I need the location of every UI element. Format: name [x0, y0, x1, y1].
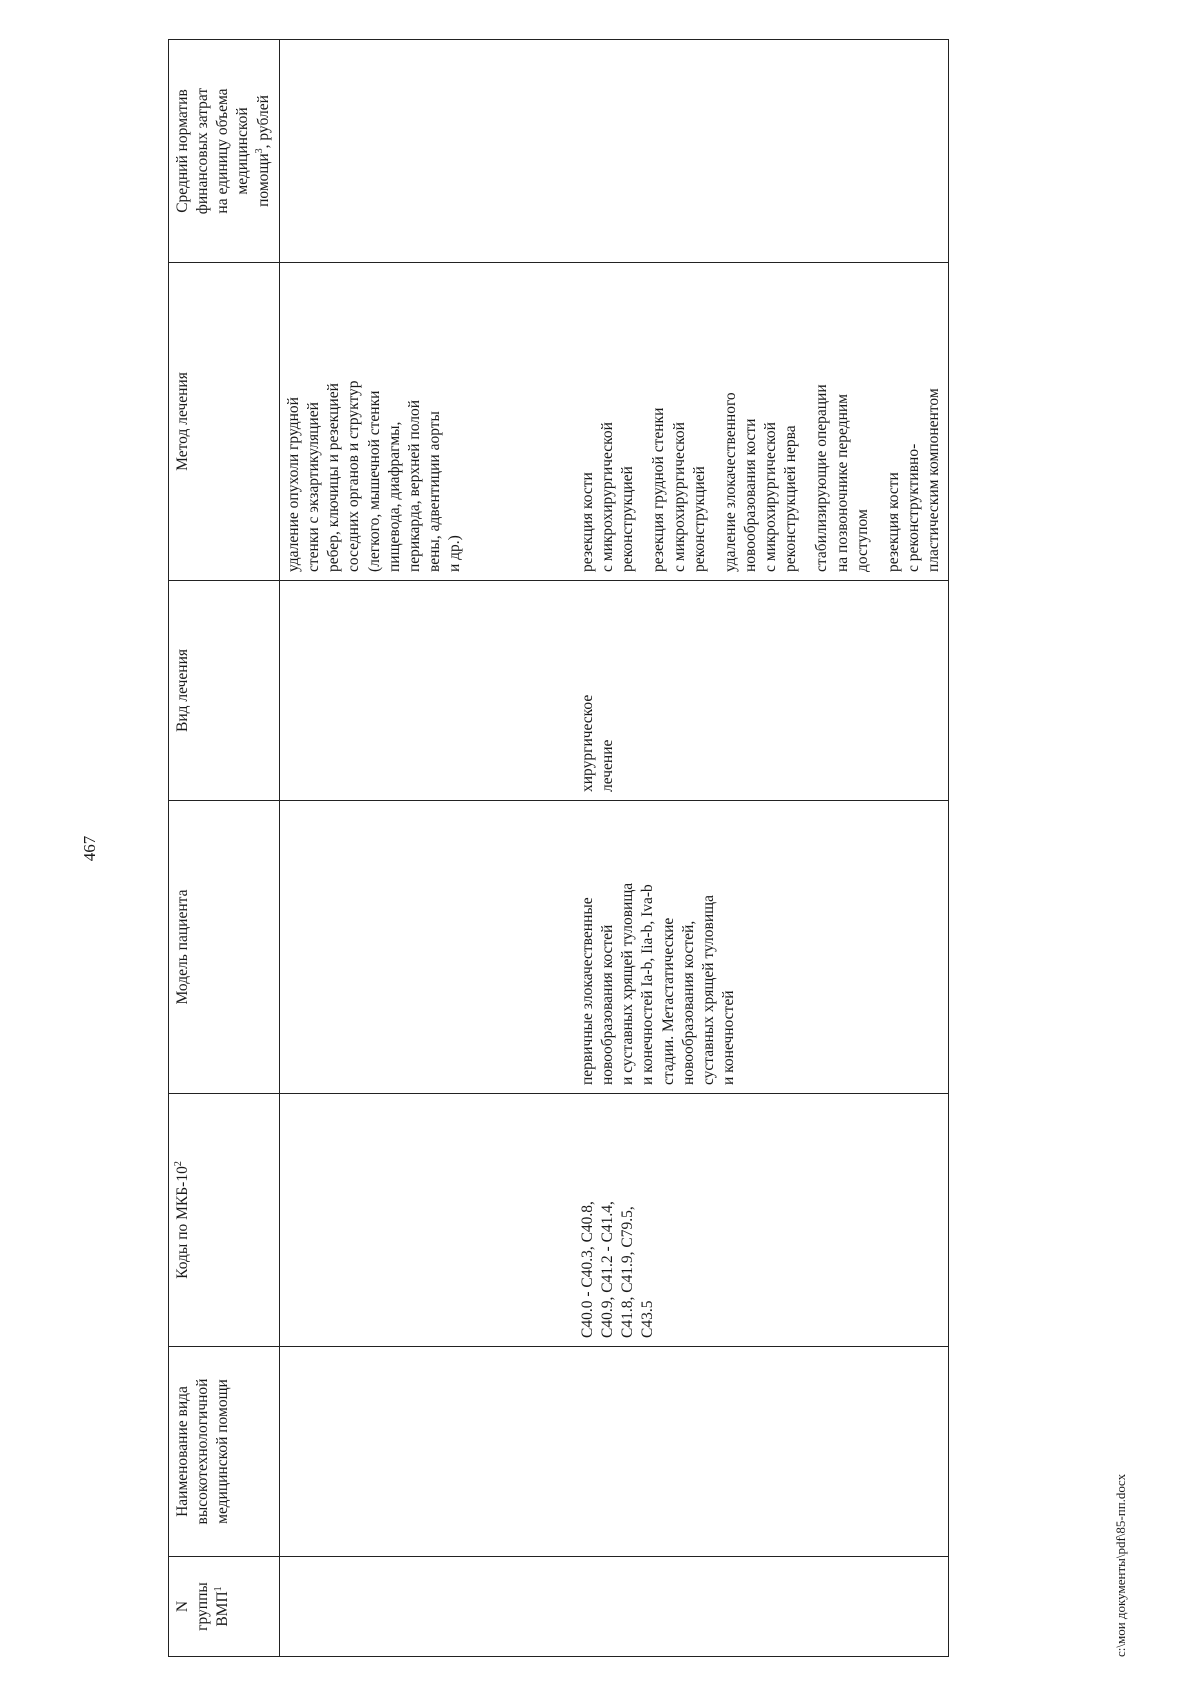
cell-treatment-method [574, 263, 949, 581]
table-header-row [169, 40, 280, 1657]
method-item: резекция кости с реконструктивно- пластическим компонентом [884, 388, 943, 572]
table-row [574, 40, 949, 1657]
header-treatment-type: Вид лечения [169, 581, 280, 801]
method-item: резекция грудной стенки с микрохирургической реконструкцией [650, 407, 708, 572]
treatment-table [168, 39, 949, 1657]
method-item: стабилизирующие операции на позвоночнике передним доступом [813, 384, 871, 572]
header-care-name: Наименование вида высокотехнологичной медицинской помощи [169, 1347, 280, 1557]
cell-cost-norm [280, 40, 575, 263]
cell-cost-norm [574, 40, 949, 263]
header-patient-model: Модель пациента [169, 801, 280, 1094]
header-cost-norm: Средний норматив финансовых затрат на единицу объема медицинской помощи$^3$, рублей [169, 40, 280, 263]
cell-care-name [574, 1347, 949, 1557]
page-number: 467 [80, 835, 99, 862]
cell-group-number [280, 1557, 575, 1657]
cell-treatment-method: удаление опухоли грудной стенки с экзартикуляцией ребер, ключицы и резекцией соседних органов и структур (легкого, мышечной стенки пищевода, диафрагмы, перикарда, верхней полой вены, адвентиции аорты и др.) [280, 263, 575, 581]
header-group-number: N группы ВМП$^1$ [169, 1557, 280, 1657]
cell-patient-model: первичные злокачественные новообразования костей и суставных хрящей туловища и конечностей Ia-b, Iia-b, Iva-b стадии. Метастатические новообразования костей, суставных хрящей туловища и конечностей [574, 801, 949, 1094]
cell-icd-codes: C40.0 - C40.3, C40.8, C40.9, C41.2 - C41.4, C41.8, C41.9, C79.5, C43.5 [574, 1094, 949, 1347]
method-item: удаление злокачественного новообразования кости с микрохирургической реконструкцией нерва [721, 392, 800, 572]
footer-file-path: c:\мои документы\pdf\85-пп.docx [1113, 1473, 1128, 1657]
cell-patient-model [280, 801, 575, 1094]
cell-group-number [574, 1557, 949, 1657]
cell-icd-codes [280, 1094, 575, 1347]
cell-treatment-type: хирургическое лечение [574, 581, 949, 801]
cell-treatment-type [280, 581, 575, 801]
header-icd-codes: Коды по МКБ-$10^2$ [169, 1094, 280, 1347]
method-item: резекция кости с микрохирургической реконструкцией [579, 422, 637, 572]
cell-care-name [280, 1347, 575, 1557]
header-treatment-method: Метод лечения [169, 263, 280, 581]
table-row [280, 40, 575, 1657]
